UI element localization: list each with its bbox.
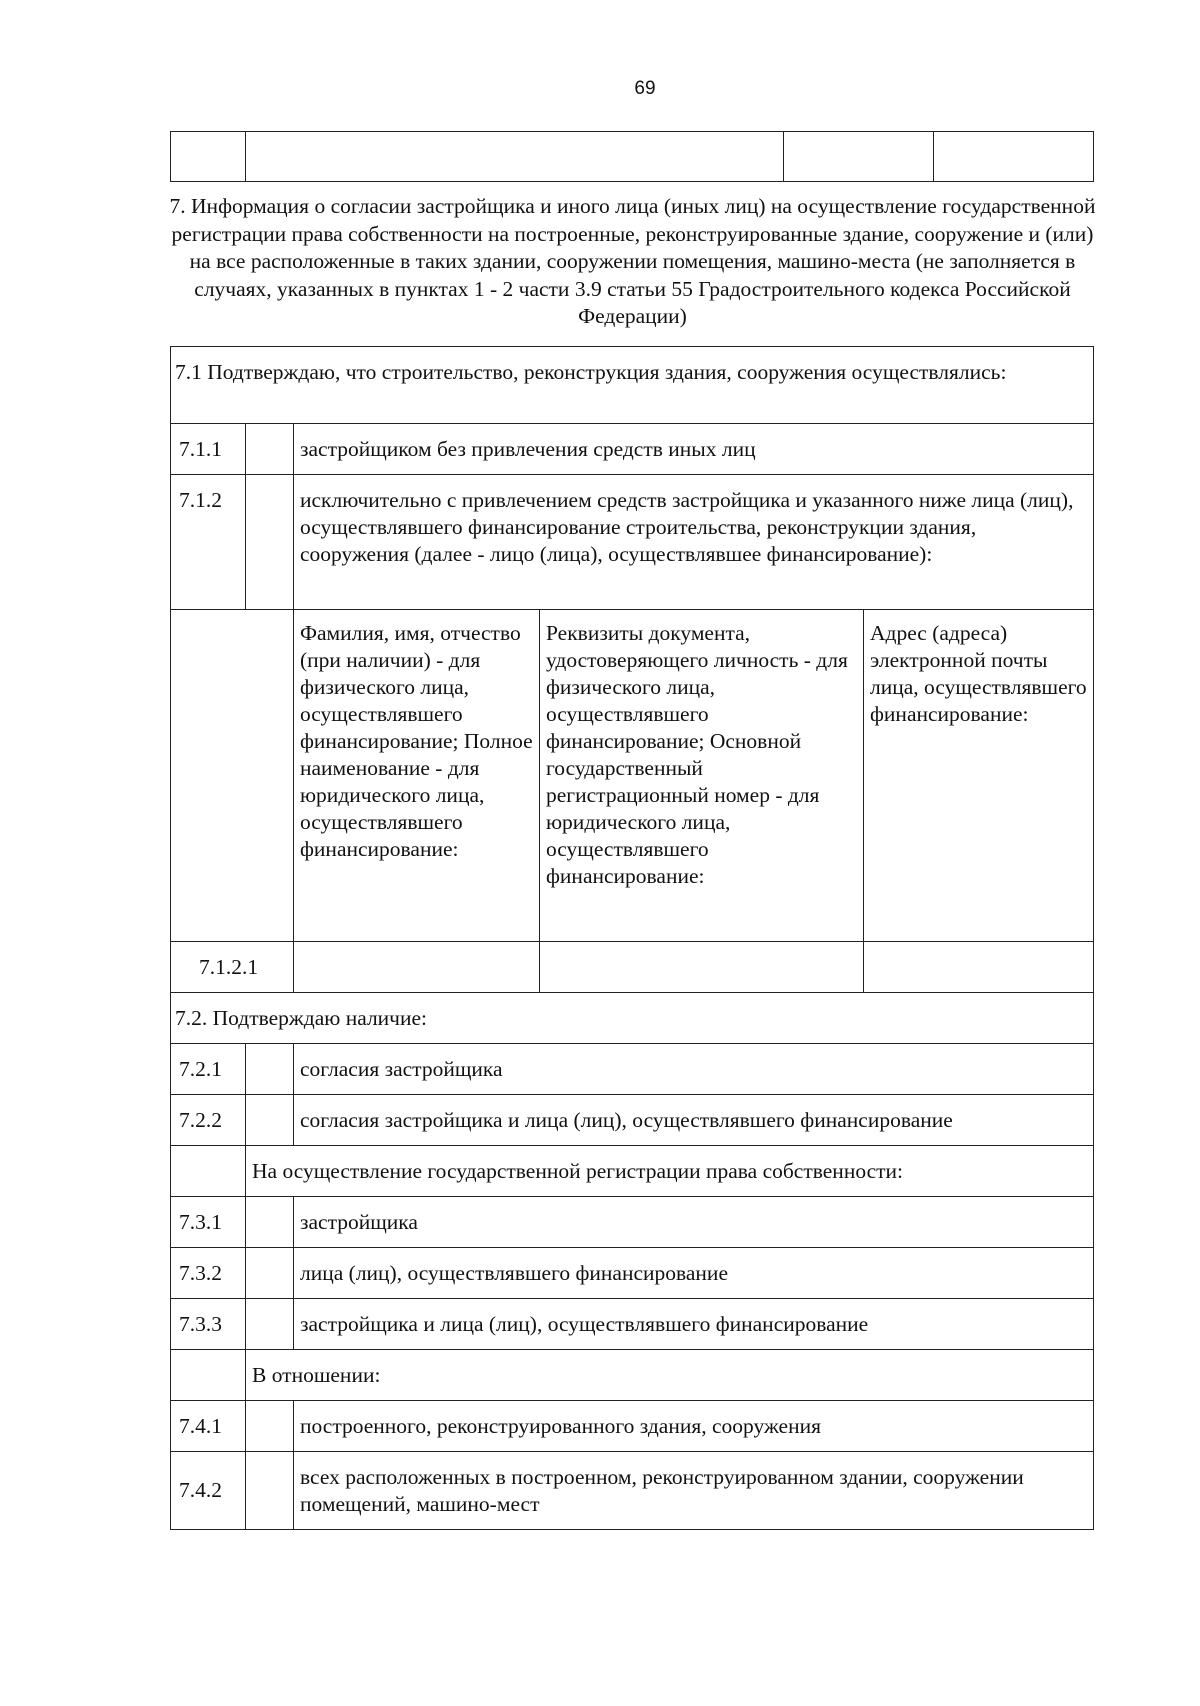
page-number: 69 bbox=[634, 78, 656, 99]
checkbox-cell-7-3-2[interactable] bbox=[246, 1248, 294, 1299]
row-number: 7.1.2.1 bbox=[171, 942, 294, 993]
option-text: застройщиком без привлечения средств иных лиц bbox=[294, 424, 1094, 475]
row-number: 7.1.2 bbox=[171, 475, 246, 610]
row-number: 7.3.3 bbox=[171, 1299, 246, 1350]
option-text: исключительно с привлечением средств застройщика и указанного ниже лица (лиц), осуществлявшего финансирование строительства, реконструкции здания, сооружения (далее - лицо (лица), осуществлявшее финансирование): bbox=[294, 475, 1094, 610]
option-text: согласия застройщика bbox=[294, 1044, 1094, 1095]
row-number: 7.2.1 bbox=[171, 1044, 246, 1095]
checkbox-cell-7-4-2[interactable] bbox=[246, 1452, 294, 1530]
row-number: 7.3.1 bbox=[171, 1197, 246, 1248]
empty-cell[interactable] bbox=[246, 132, 784, 182]
section-7-1-heading: 7.1 Подтверждаю, что строительство, реконструкция здания, сооружения осуществлялись: bbox=[171, 347, 1094, 424]
row-number: 7.2.2 bbox=[171, 1095, 246, 1146]
option-text: всех расположенных в построенном, реконструированном здании, сооружении помещений, машино-мест bbox=[294, 1452, 1094, 1530]
empty-cell bbox=[171, 610, 294, 942]
empty-cell bbox=[171, 1350, 246, 1401]
column-header-name: Фамилия, имя, отчество (при наличии) - для физического лица, осуществлявшего финансирование; Полное наименование - для юридического лица, осуществлявшего финансирование: bbox=[294, 610, 540, 942]
option-text: застройщика и лица (лиц), осуществлявшего финансирование bbox=[294, 1299, 1094, 1350]
empty-cell[interactable] bbox=[934, 132, 1094, 182]
empty-cell bbox=[171, 1146, 246, 1197]
checkbox-cell-7-3-3[interactable] bbox=[246, 1299, 294, 1350]
section-7-4-heading: В отношении: bbox=[246, 1350, 1094, 1401]
column-header-document: Реквизиты документа, удостоверяющего личность - для физического лица, осуществлявшего финансирование; Основной государственный регистрационный номер - для юридического лица, осуществлявшего финансирование: bbox=[540, 610, 864, 942]
option-text: построенного, реконструированного здания, сооружения bbox=[294, 1401, 1094, 1452]
previous-table-tail bbox=[170, 131, 1094, 182]
section-7-3-heading: На осуществление государственной регистрации права собственности: bbox=[246, 1146, 1094, 1197]
empty-cell[interactable] bbox=[784, 132, 934, 182]
empty-cell[interactable] bbox=[171, 132, 246, 182]
checkbox-cell-7-1-1[interactable] bbox=[246, 424, 294, 475]
row-number: 7.3.2 bbox=[171, 1248, 246, 1299]
section-heading: 7. Информация о согласии застройщика и иного лица (иных лиц) на осуществление государственной регистрации права собственности на построенные, реконструированные здание, сооружение и (или) на все расположенные в таких здании, сооружении помещения, машино-места (не заполняется в случаях, указанных в пунктах 1 - 2 части 3.9 статьи 55 Градостроительного кодекса Российской Федерации) bbox=[169, 194, 1096, 328]
checkbox-cell-7-4-1[interactable] bbox=[246, 1401, 294, 1452]
financier-name-field[interactable] bbox=[294, 942, 540, 993]
section-7-2-heading: 7.2. Подтверждаю наличие: bbox=[171, 993, 1094, 1044]
row-number: 7.1.1 bbox=[171, 424, 246, 475]
column-header-email: Адрес (адреса) электронной почты лица, осуществлявшего финансирование: bbox=[864, 610, 1094, 942]
checkbox-cell-7-1-2[interactable] bbox=[246, 475, 294, 610]
row-number: 7.4.1 bbox=[171, 1401, 246, 1452]
consent-table bbox=[170, 346, 1094, 1530]
option-text: согласия застройщика и лица (лиц), осуществлявшего финансирование bbox=[294, 1095, 1094, 1146]
checkbox-cell-7-2-2[interactable] bbox=[246, 1095, 294, 1146]
financier-email-field[interactable] bbox=[864, 942, 1094, 993]
option-text: лица (лиц), осуществлявшего финансирование bbox=[294, 1248, 1094, 1299]
checkbox-cell-7-2-1[interactable] bbox=[246, 1044, 294, 1095]
option-text: застройщика bbox=[294, 1197, 1094, 1248]
row-number: 7.4.2 bbox=[171, 1452, 246, 1530]
checkbox-cell-7-3-1[interactable] bbox=[246, 1197, 294, 1248]
financier-document-field[interactable] bbox=[540, 942, 864, 993]
